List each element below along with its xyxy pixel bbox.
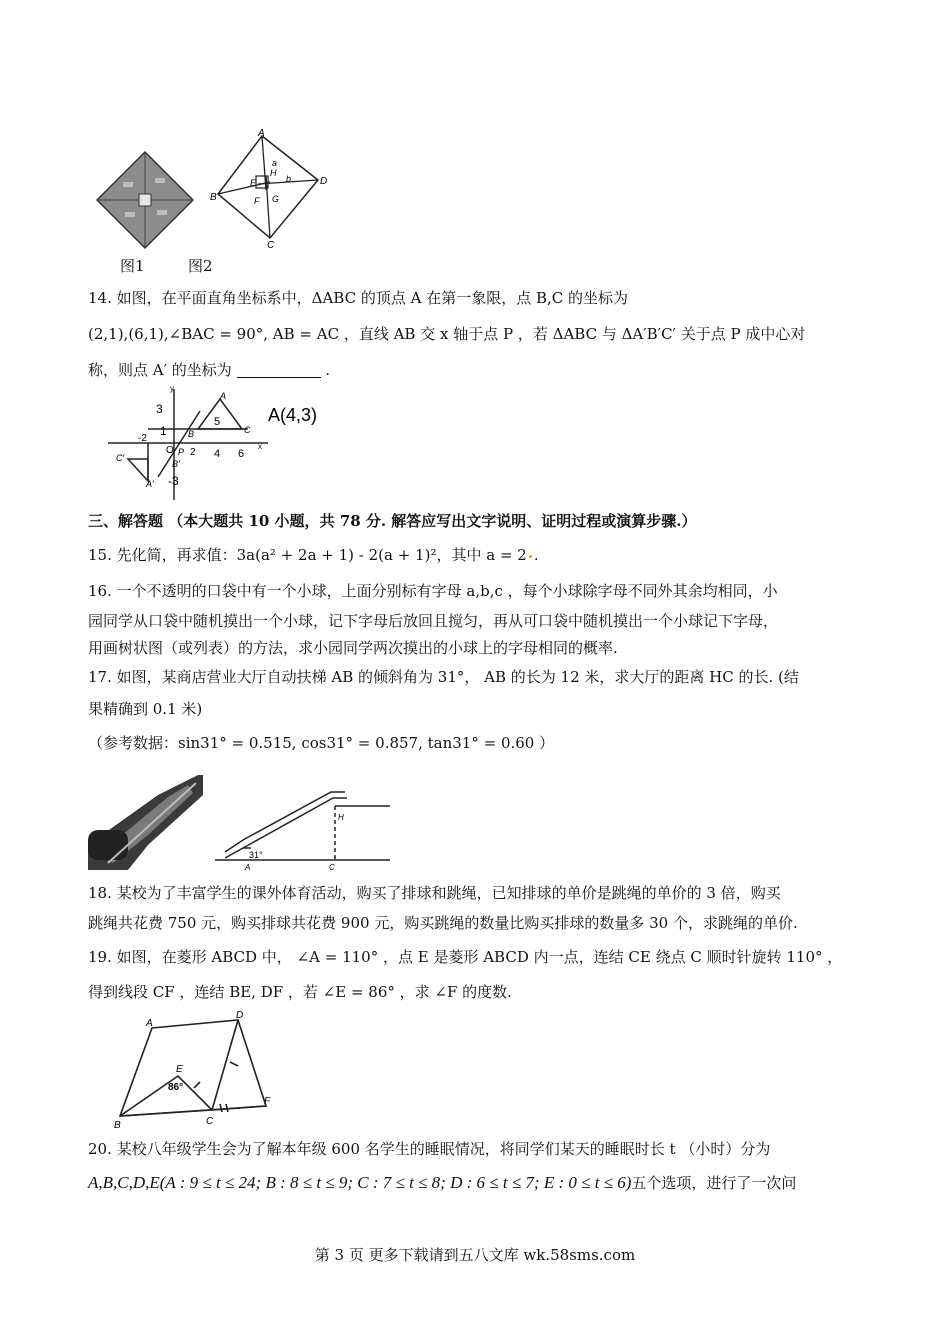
fig2-label-F: F	[254, 196, 260, 206]
figure-1-caption: 图1	[120, 257, 145, 275]
q14-sketch-x-label: x	[258, 442, 262, 451]
fig2-label-H: H	[270, 168, 277, 178]
q19-label-A: A	[146, 1018, 153, 1029]
fig2-label-a: a	[272, 158, 278, 168]
q14-sketch-a: A	[220, 391, 227, 401]
q14-sketch-answer: A(4,3)	[268, 405, 318, 425]
section-3-header: 三、解答题 （本大题共 10 小题，共 78 分. 解答应写出文字说明、证明过程或演算步骤.）	[88, 512, 697, 530]
q18-line-2: 跳绳共花费 750 元，购买排球共花费 900 元，购买跳绳的数量比购买排球的数量多 30 个，求跳绳的单价.	[88, 914, 798, 932]
q14-sketch-five: 5	[214, 416, 221, 428]
q14-sketch-o: O	[166, 445, 174, 456]
q18-line-1: 18. 某校为了丰富学生的课外体育活动，购买了排球和跳绳，已知排球的单价是跳绳的单价的 3 倍，购买	[88, 884, 781, 902]
q17-line-3: （参考数据：sin31° = 0.515, cos31° = 0.857, tan31° = 0.60 ）	[88, 734, 555, 752]
escalator-photo	[88, 775, 203, 870]
q14-line-3	[88, 359, 330, 381]
q19-label-E: E	[176, 1064, 183, 1075]
q14-sketch-c: C	[244, 425, 251, 435]
q20-line-1: 20. 某校八年级学生会为了解本年级 600 名学生的睡眠情况，将同学们某天的睡眠时长 t （小时）分为	[88, 1140, 771, 1158]
fig2-label-A: A	[258, 128, 265, 139]
q15-dot-mark	[529, 555, 532, 558]
q19-line-1: 19. 如图，在菱形 ABCD 中， ∠A = 110° ，点 E 是菱形 ABCD 内一点，连结 CE 绕点 C 顺时针旋转 110° ，	[88, 948, 843, 966]
q19-angle-label: 86°	[168, 1082, 184, 1093]
q15-text: 15. 先化简，再求值：3a(a² + 2a + 1) - 2(a + 1)²，其中 a = 2	[88, 546, 527, 564]
q14-sketch-y-label: y	[170, 384, 174, 393]
q19-rhombus-diagram	[110, 1012, 280, 1132]
q14-line-3-end: .	[325, 361, 331, 379]
q14-sketch-bprime: B′	[172, 459, 180, 469]
fig2-label-D: D	[320, 176, 328, 187]
q14-answer-blank[interactable]	[237, 361, 321, 378]
q14-line-2: (2,1),(6,1),∠BAC = 90°, AB = AC ，直线 AB 交 x 轴于点 P ，若 ΔABC 与 ΔA′B′C′ 关于点 P 成中心对	[88, 325, 806, 343]
q14-sketch-ym3: -3	[168, 474, 179, 488]
fig2-label-G: G	[272, 194, 280, 204]
escalator-label-A: A	[245, 863, 251, 872]
q14-line-3-text: 称，则点 A′ 的坐标为	[88, 361, 232, 379]
fig2-label-E: E	[250, 178, 257, 188]
q19-label-D: D	[236, 1010, 244, 1021]
q16-line-3: 用画树状图（或列表）的方法，求小园同学两次摸出的小球上的字母相同的概率.	[88, 639, 618, 657]
figure-1-diagram	[95, 150, 195, 250]
escalator-angle-label: 31°	[249, 850, 263, 860]
q14-sketch-x6: 6	[238, 448, 245, 460]
q19-label-F: F	[264, 1096, 271, 1107]
q20-line-2-math: A,B,C,D,E(A : 9 ≤ t ≤ 24; B : 8 ≤ t ≤ 9; C : 7 ≤ t ≤ 8; D : 6 ≤ t ≤ 7; E : 0 ≤ t ≤ 6)	[88, 1173, 632, 1192]
fig2-label-b: b	[286, 174, 292, 184]
escalator-label-H: H	[338, 813, 344, 822]
q19-line-2: 得到线段 CF ，连结 BE, DF ，若 ∠E = 86° ，求 ∠F 的度数.	[88, 983, 512, 1001]
q14-sketch-aprime: A′	[146, 479, 154, 489]
q14-sketch-b: B	[188, 429, 195, 439]
q14-sketch-x4: 4	[214, 448, 221, 460]
q19-label-B: B	[114, 1120, 121, 1131]
figure-2-caption: 图2	[188, 257, 213, 275]
q14-sketch-cprime: C′	[116, 453, 125, 463]
q15-line	[88, 544, 539, 566]
fig2-label-C: C	[267, 240, 275, 251]
q16-line-1: 16. 一个不透明的口袋中有一个小球，上面分别标有字母 a,b,c ，每个小球除字母不同外其余均相同，小	[88, 582, 778, 600]
q14-coordinate-sketch	[108, 385, 338, 505]
escalator-label-C: C	[329, 863, 335, 872]
q20-line-2	[88, 1172, 796, 1194]
q14-line-1: 14. 如图，在平面直角坐标系中，ΔABC 的顶点 A 在第一象限，点 B,C 的坐标为	[88, 289, 629, 307]
q20-line-2-end: 五个选项，进行了一次问	[631, 1174, 797, 1192]
figure-2-diagram	[210, 128, 335, 251]
q15-end: .	[533, 546, 539, 564]
page-footer: 第 3 页 更多下载请到五八文库 wk.58sms.com	[314, 1246, 636, 1264]
escalator-diagram	[215, 788, 390, 873]
q19-label-C: C	[206, 1116, 214, 1127]
q16-line-2: 园同学从口袋中随机摸出一个小球，记下字母后放回且搅匀，再从可口袋中随机摸出一个小球记下字母，	[88, 612, 779, 630]
q14-sketch-y3: 3	[156, 402, 163, 416]
q14-sketch-y1: 1	[160, 424, 167, 438]
fig2-label-B: B	[210, 192, 217, 203]
q14-sketch-xm2: -2	[138, 433, 147, 444]
q17-line-2: 果精确到 0.1 米)	[88, 700, 203, 718]
q17-line-1: 17. 如图，某商店营业大厅自动扶梯 AB 的倾斜角为 31°， AB 的长为 12 米，求大厅的距离 HC 的长. (结	[88, 668, 799, 686]
q14-sketch-x2: 2	[190, 447, 196, 458]
q14-sketch-p: P	[178, 447, 185, 457]
